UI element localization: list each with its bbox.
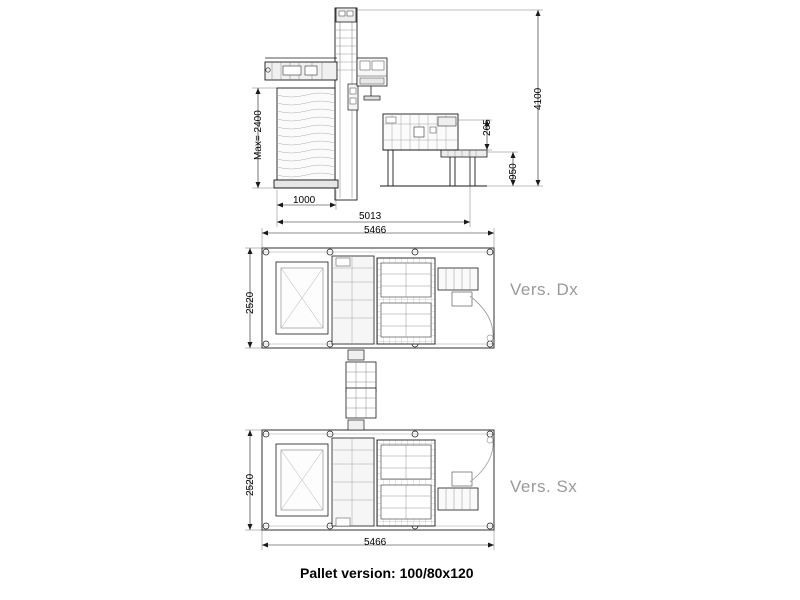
dimension-plan-dx-top-length: 5466 <box>364 225 387 236</box>
dimension-stack-height: Max= 2400 <box>253 110 264 160</box>
plan-view-dx-geometry <box>262 248 494 392</box>
side-elevation-geometry <box>265 8 487 200</box>
dimension-conveyor-height: 950 <box>508 163 519 180</box>
dimension-outfeed-height: 265 <box>482 119 493 136</box>
dimension-plan-sx-length: 5466 <box>364 537 387 548</box>
label-vers-sx: Vers. Sx <box>510 477 578 496</box>
label-vers-dx: Vers. Dx <box>510 280 579 299</box>
dimension-total-length: 5013 <box>359 211 382 222</box>
dimension-plan-sx-width: 2520 <box>245 473 256 496</box>
dimension-total-height: 4100 <box>533 87 544 110</box>
dimension-base-width: 1000 <box>293 195 316 206</box>
dimension-plan-dx-width: 2520 <box>245 291 256 314</box>
plan-view-sx-geometry <box>262 388 494 530</box>
page-title: Pallet version: 100/80x120 <box>300 565 474 581</box>
